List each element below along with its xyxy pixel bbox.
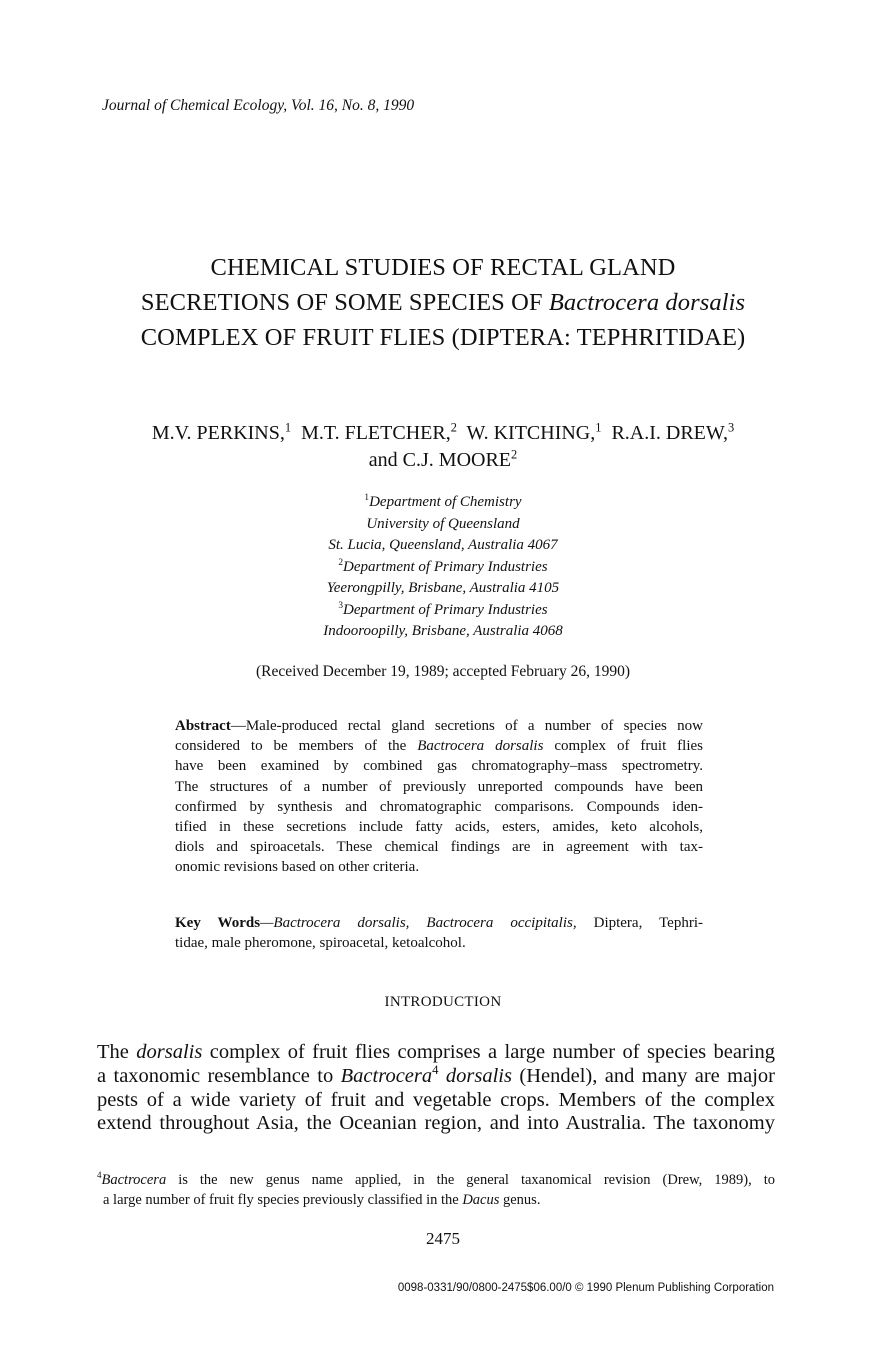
footnote-text: is the new genus name applied, in the general taxanomical revision (Drew, 1989), to (166, 1172, 775, 1188)
body-line: pests of a wide variety of fruit and vegetable crops. Members of the complex (97, 1088, 775, 1111)
footnote-text: genus. (499, 1192, 541, 1208)
footnote-italic: Bactrocera (101, 1172, 167, 1188)
title-line-2 (60, 285, 826, 320)
body-line: extend throughout Asia, the Oceanian region, and into Australia. The taxonomy (97, 1112, 775, 1135)
author-affil-marker: 1 (284, 420, 292, 435)
abstract (175, 716, 703, 878)
footnote-marker: 4 (97, 1170, 102, 1181)
affiliation-1-dept (190, 492, 696, 514)
affiliation-1-line2: University of Queensland (366, 515, 520, 532)
title-line-1: CHEMICAL STUDIES OF RECTAL GLAND (210, 254, 676, 281)
received-dates: (Received December 19, 1989; accepted February 26, 1990) (255, 663, 630, 680)
author-affil-marker: 3 (727, 420, 735, 435)
abstract-line: have been examined by combined gas chromatography–mass spectrometry. (175, 758, 703, 775)
key-words (175, 913, 703, 953)
keywords-line: tidae, male pheromone, spiroacetal, ketoalcohol. (175, 935, 466, 952)
abstract-text: considered to be members of the (175, 738, 418, 755)
footnote-line (97, 1190, 775, 1210)
abstract-line: confirmed by synthesis and chromatographic comparisons. Compounds iden- (175, 798, 703, 815)
title-species-name: Bactrocera dorsalis (548, 289, 746, 316)
abstract-line: onomic revisions based on other criteria. (175, 859, 420, 876)
abstract-line: tified in these secretions include fatty acids, esters, amides, keto alcohols, (175, 819, 703, 836)
author-affil-marker: 1 (595, 420, 602, 435)
author-name: and C.J. MOORE (368, 449, 512, 471)
copyright-line: 0098-0331/90/0800-2475$06.00/0 © 1990 Plenum Publishing Corporation (397, 1282, 774, 1294)
affil-dept: Department of Primary Industries (343, 601, 548, 618)
introduction-text (97, 1041, 775, 1136)
authors-line-2 (40, 447, 846, 474)
affiliation-2-dept (190, 557, 696, 579)
abstract-text: complex of fruit flies (543, 738, 703, 755)
keywords-label: Key Words (175, 915, 261, 931)
footnote (97, 1170, 775, 1210)
body-text: complex of fruit flies comprises a large number of species bearing (202, 1041, 775, 1063)
affil-dept: Department of Primary Industries (343, 558, 548, 575)
author-name: R.A.I. DREW, (611, 422, 728, 444)
footnote-italic: Dacus (462, 1192, 500, 1208)
abstract-line: diols and spiroacetals. These chemical findings are in agreement with tax- (175, 839, 703, 856)
author-affil-marker: 2 (450, 420, 457, 435)
affiliations (190, 492, 696, 643)
footnote-line (97, 1170, 775, 1190)
affiliation-3-dept (190, 600, 696, 622)
author-affil-marker: 2 (511, 447, 518, 462)
keywords-species: —Bactrocera dorsalis, Bactrocera occipitalis, (260, 915, 577, 931)
title-line-3: COMPLEX OF FRUIT FLIES (DIPTERA: TEPHRITIDAE) (140, 324, 746, 351)
affil-dept: Department of Chemistry (369, 494, 522, 510)
author-name: M.T. FLETCHER, (301, 422, 451, 444)
affiliation-2-line2: Yeerongpilly, Brisbane, Australia 4105 (326, 580, 560, 596)
abstract-line (175, 716, 703, 736)
body-text: The (97, 1041, 137, 1063)
body-line (97, 1062, 775, 1089)
keywords-text: Diptera, Tephri- (576, 915, 703, 931)
affil-marker: 2 (338, 557, 344, 568)
body-italic: Bactrocera (340, 1064, 433, 1087)
author-list (40, 420, 846, 474)
affiliation-1-line3: St. Lucia, Queensland, Australia 4067 (328, 537, 558, 553)
abstract-line: The structures of a number of previously unreported compounds have been (175, 778, 703, 795)
authors-line-1 (40, 420, 846, 447)
body-text: (Hendel), and many are major (511, 1064, 775, 1087)
body-line (97, 1041, 775, 1065)
abstract-species: Bactrocera dorsalis (417, 738, 544, 755)
affil-marker: 1 (364, 493, 370, 503)
footnote-marker: 4 (432, 1062, 439, 1077)
author-name: M.V. PERKINS, (151, 422, 285, 444)
keywords-line (175, 913, 703, 933)
paper-title (60, 250, 826, 355)
abstract-text: —Male-produced rectal gland secretions of a number of species now (230, 718, 703, 734)
body-italic: dorsalis (438, 1064, 512, 1087)
abstract-line (175, 736, 703, 756)
page-number: 2475 (426, 1229, 460, 1248)
affil-marker: 3 (338, 600, 344, 611)
footnote-text: a large number of fruit fly species previously classified in the (103, 1192, 463, 1208)
section-heading: INTRODUCTION (384, 994, 502, 1010)
affiliation-3-line2: Indooroopilly, Brisbane, Australia 4068 (323, 623, 563, 639)
title-line-2-text: SECRETIONS OF SOME SPECIES OF (140, 289, 549, 316)
journal-citation: Journal of Chemical Ecology, Vol. 16, No. 8, 1990 (102, 97, 415, 114)
body-text: a taxonomic resemblance to (97, 1064, 341, 1087)
body-italic: dorsalis (136, 1041, 203, 1063)
abstract-label: Abstract (175, 718, 231, 734)
author-name: W. KITCHING, (466, 422, 596, 444)
